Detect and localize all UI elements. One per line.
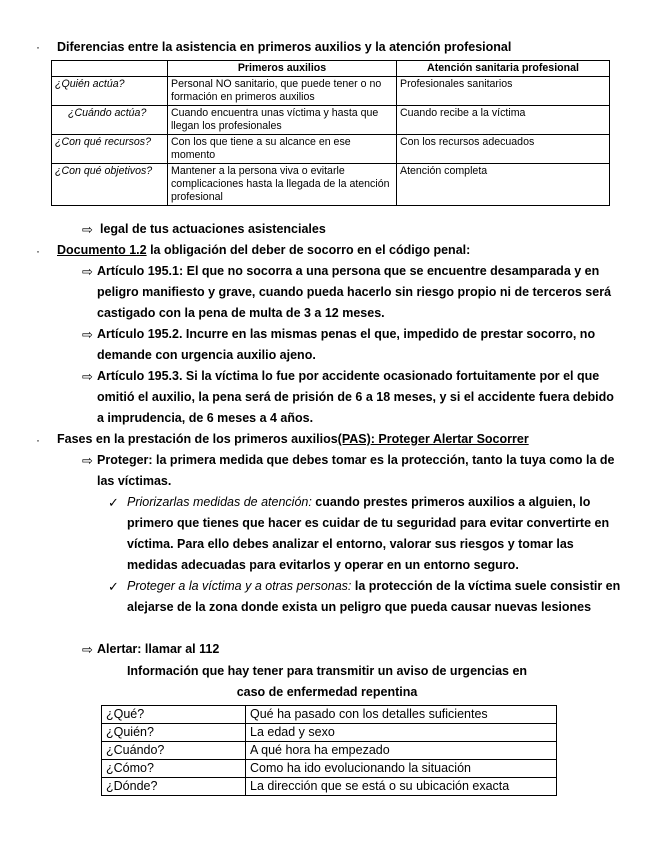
- table-cell: Cuando recibe a la víctima: [397, 106, 610, 135]
- table-header: Primeros auxilios: [168, 61, 397, 77]
- table-cell: Mantener a la persona viva o evitarle complicaciones hasta la llegada de la atención profesional: [168, 164, 397, 206]
- info-title: Información que hay tener para transmitir un aviso de urgencias en caso de enfermedad repentina: [126, 664, 528, 699]
- section-title-differences: Diferencias entre la asistencia en primeros auxilios y la atención profesional: [57, 40, 512, 54]
- table-cell: A qué hora ha empezado: [246, 742, 557, 760]
- document-label: Documento 1.2: [57, 243, 147, 257]
- table-row: [102, 778, 557, 796]
- alert-text: Alertar: llamar al 112: [97, 642, 220, 656]
- table-cell: ¿Dónde?: [102, 778, 246, 796]
- table-row: [102, 760, 557, 778]
- protect-victim-label: Proteger a la víctima y a otras personas:: [127, 579, 352, 593]
- legal-line: legal de tus actuaciones asistenciales: [100, 222, 326, 236]
- table-cell: Profesionales sanitarios: [397, 77, 610, 106]
- section-title-document: [57, 240, 470, 261]
- table-row: [102, 706, 557, 724]
- table-row: [52, 135, 610, 164]
- phases-title: Fases en la prestación de los primeros auxilios: [57, 432, 338, 446]
- prioritize-text: [127, 492, 622, 576]
- table-cell: Con los que tiene a su alcance en ese momento: [168, 135, 397, 164]
- table-cell: La edad y sexo: [246, 724, 557, 742]
- arrow-icon: ⇨: [82, 264, 93, 279]
- table-row: [52, 106, 610, 135]
- table-cell: ¿Con qué objetivos?: [52, 164, 168, 206]
- arrow-icon: ⇨: [82, 369, 93, 384]
- protect-victim-text: [127, 576, 622, 618]
- arrow-icon: ⇨: [82, 222, 93, 237]
- check-icon: ✓: [108, 495, 119, 510]
- arrow-icon: ⇨: [82, 453, 93, 468]
- table-header: Atención sanitaria profesional: [397, 61, 610, 77]
- table-header: [52, 61, 168, 77]
- section-title-phases: [57, 429, 529, 450]
- pas-label: (PAS): Proteger Alertar Socorrer: [337, 432, 529, 446]
- table-cell: Con los recursos adecuados: [397, 135, 610, 164]
- bullet-dot: ·: [36, 244, 40, 258]
- table-cell: ¿Cuándo actúa?: [52, 106, 168, 135]
- article-195-3: Artículo 195.3. Si la víctima lo fue por accidente ocasionado fortuitamente por el que omitió el auxilio, la pena será de prisión de 6 a 18 meses, y si el accidente fuera debido a imprudencia, de 6 meses a 4 años.: [97, 369, 614, 425]
- table-row: [52, 164, 610, 206]
- article-195-2: Artículo 195.2. Incurre en las mismas penas el que, impedido de prestar socorro, no demande con urgencia auxilio ajeno.: [97, 327, 596, 362]
- table-cell: Como ha ido evolucionando la situación: [246, 760, 557, 778]
- table-cell: Qué ha pasado con los detalles suficientes: [246, 706, 557, 724]
- table-cell: ¿Cuándo?: [102, 742, 246, 760]
- table-row: [102, 724, 557, 742]
- document-title-rest: la obligación del deber de socorro en el código penal:: [146, 243, 471, 257]
- prioritize-label: Priorizarlas medidas de atención:: [127, 495, 312, 509]
- table-row: [102, 742, 557, 760]
- table-cell: La dirección que se está o su ubicación exacta: [246, 778, 557, 796]
- table-cell: ¿Cómo?: [102, 760, 246, 778]
- table-cell: ¿Quién?: [102, 724, 246, 742]
- table-cell: ¿Quién actúa?: [52, 77, 168, 106]
- table-cell: Personal NO sanitario, que puede tener o no formación en primeros auxilios: [168, 77, 397, 106]
- table-cell: ¿Qué?: [102, 706, 246, 724]
- bullet-dot: ·: [36, 40, 40, 54]
- emergency-info-table: [101, 705, 557, 796]
- table-cell: Atención completa: [397, 164, 610, 206]
- protect-victim-body: la protección de la víctima suele consistir en alejarse de la zona donde exista un peligro que pueda causar nuevas lesiones: [127, 579, 621, 614]
- arrow-icon: ⇨: [82, 642, 93, 657]
- table-cell: ¿Con qué recursos?: [52, 135, 168, 164]
- table-row: [52, 61, 610, 77]
- check-icon: ✓: [108, 579, 119, 594]
- protect-text: Proteger: la primera medida que debes tomar es la protección, tanto la tuya como la de las víctimas.: [97, 453, 615, 488]
- prioritize-body: cuando prestes primeros auxilios a alguien, lo primero que tienes que hacer es cuidar de tu seguridad para evitar convertirte en víctima. Para ello debes analizar el entorno, valorar sus riesgos y tomar las medidas adecuadas para evitarlos y operar en un entorno seguro.: [127, 495, 610, 572]
- bullet-dot: ·: [36, 433, 40, 447]
- comparison-table: [51, 60, 610, 206]
- arrow-icon: ⇨: [82, 327, 93, 342]
- table-row: [52, 77, 610, 106]
- table-cell: Cuando encuentra unas víctima y hasta que llegan los profesionales: [168, 106, 397, 135]
- article-195-1: Artículo 195.1: El que no socorra a una persona que se encuentre desamparada y en peligro manifiesto y grave, cuando pueda hacerlo sin riesgo propio ni de terceros será castigado con la pena de multa de 3 a 12 meses.: [97, 264, 612, 320]
